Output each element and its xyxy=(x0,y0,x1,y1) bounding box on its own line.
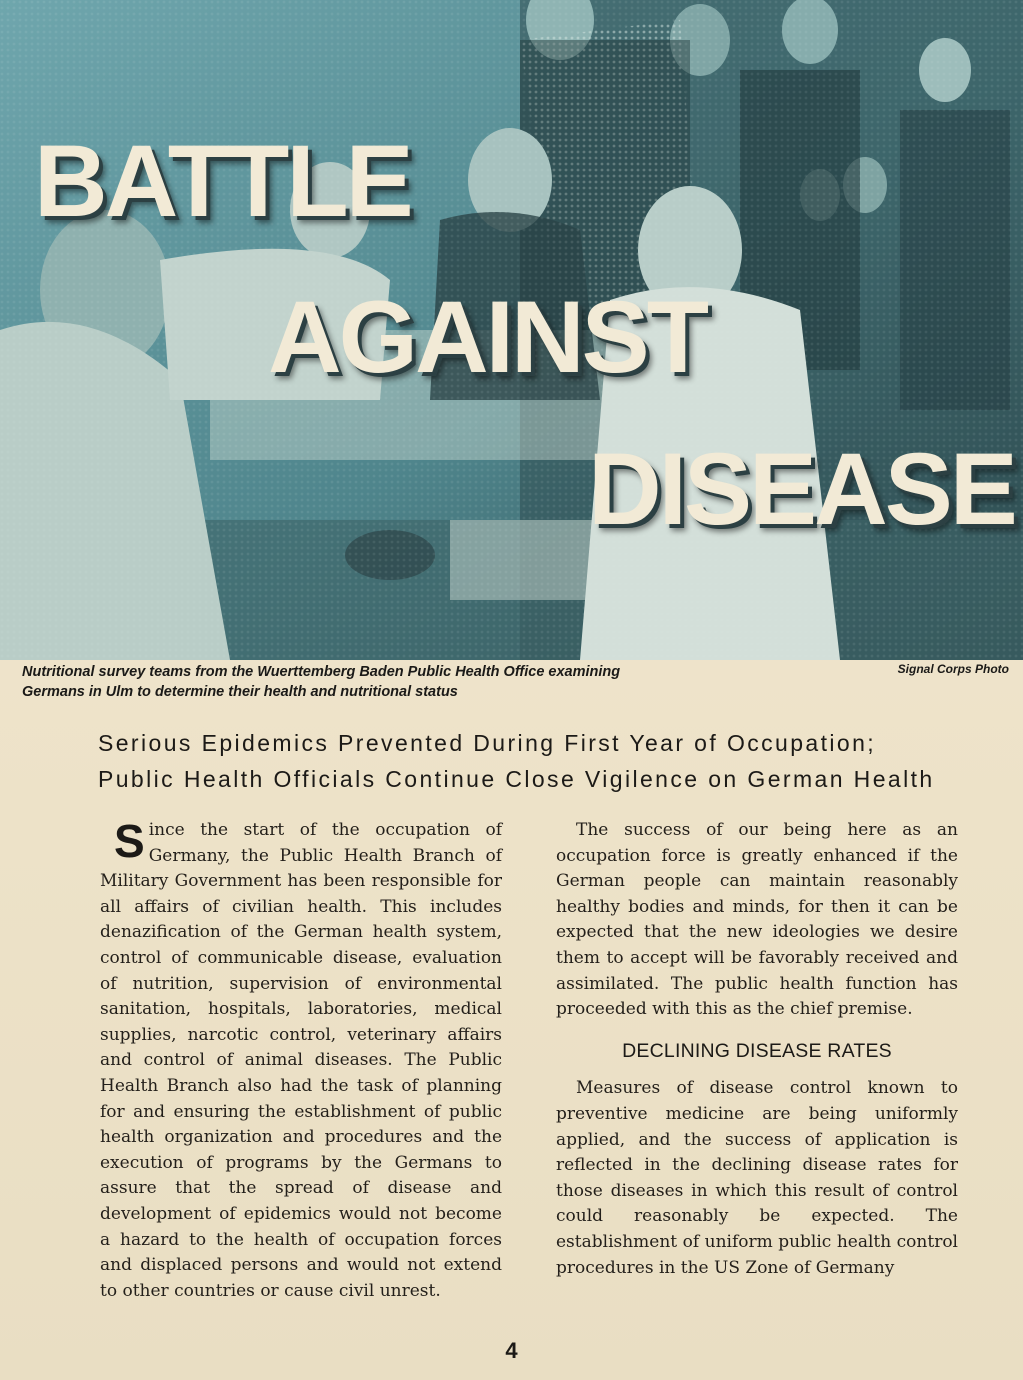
paragraph-1-text: ince the start of the occupation of Germany, the Public Health Branch of Military Government has been responsible for all affairs of civilian health. This includes denazification of the German health system, control of communicable disease, evaluation of nutrition, supervision of environmental sanitation, hospitals, laboratories, medical supplies, narcotic control, veterinary affairs and control of animal diseases. The Public Health Branch also had the task of planning for and ensuring the establishment of public health organization and procedures and the execution of programs by the Germans to assure that the spread of disease and development of epidemics would not become a hazard to the health of occupation forces and displaced persons and would not extend to other countries or cause civil unrest. xyxy=(100,820,502,1301)
drop-cap: S xyxy=(114,815,145,867)
photo-credit: Signal Corps Photo xyxy=(897,662,1009,676)
paragraph-2: The success of our being here as an occupation force is greatly enhanced if the German people can maintain reasonably healthy bodies and minds, for then it can be expected that the new ideologies we desire them to accept will be favorably received and assimilated. The public health function has proceeded with this as the chief premise. xyxy=(556,820,958,1020)
page-number: 4 xyxy=(505,1338,518,1363)
title-line-against: AGAINST xyxy=(268,280,706,394)
subheading-line-1: Serious Epidemics Prevented During First Year of Occupation; xyxy=(98,730,877,756)
paragraph-1 xyxy=(100,815,502,1304)
title-line-battle: BATTLE xyxy=(34,124,411,238)
subheading-line-2: Public Health Officials Continue Close Vigilence on German Health xyxy=(98,766,935,792)
left-column xyxy=(100,815,502,1304)
article-subheading xyxy=(98,725,978,797)
header-photo xyxy=(0,0,1023,660)
paragraph-3: Measures of disease control known to preventive medicine are being uniformly applied, and the success of application is reflected in the declining disease rates for those diseases in which this result of control could reasonably be expected. The establishment of uniform public health control procedures in the US Zone of Germany xyxy=(556,1078,958,1278)
right-column xyxy=(556,818,958,1281)
section-heading: DECLINING DISEASE RATES xyxy=(622,1039,892,1062)
title-line-disease: DISEASE xyxy=(588,432,1015,546)
photo-caption: Nutritional survey teams from the Wuerttemberg Baden Public Health Office examining Germans in Ulm to determine their health and nutritional status xyxy=(22,664,621,700)
